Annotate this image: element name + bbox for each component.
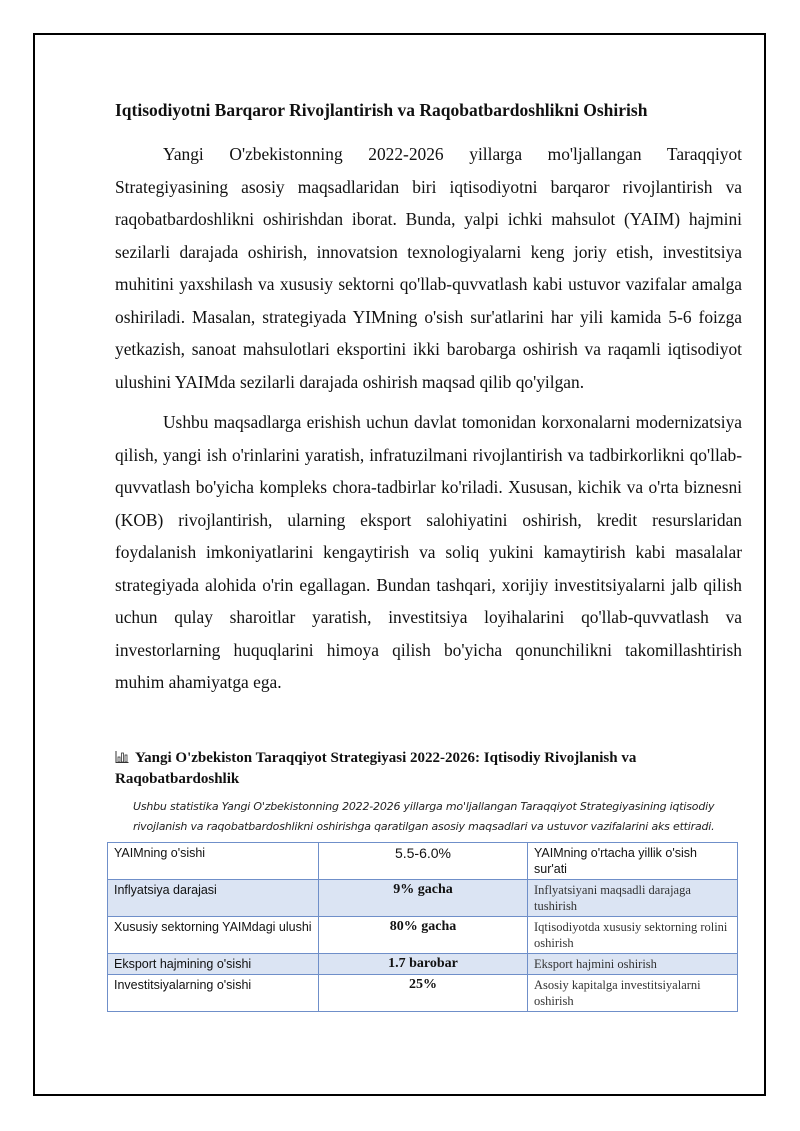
table-title — [115, 748, 735, 790]
note-cell: YAIMning o'rtacha yillik o'sish sur'ati — [528, 843, 738, 880]
paragraph-2: Ushbu maqsadlarga erishish uchun davlat tomonidan korxonalarni modernizatsiya qilish, yangi ish o'rinlarini yaratish, infratuzilmani rivojlantirish va tadbirkorlikni qo'llab-quvvatlash bo'yicha kompleks chora-tadbirlar ko'riladi. Xususan, kichik va o'rta biznesni (KOB) rivojlantirish, ularning eksport salohiyatini oshirish, kredit resurslaridan foydalanish imkoniyatlarini kengaytirish va soliq yukini kamaytirish kabi masalalar strategiyada alohida o'rin egallagan. Bundan tashqari, xorijiy investitsiyalarni jalb qilish uchun qulay sharoitlar yaratish, investitsiya loyihalarini qo'llab-quvvatlash va investorlarning huquqlarini himoya qilish bo'yicha qonunchilikni takomillashtirish muhim ahamiyatga ega. — [115, 412, 742, 692]
table-row — [108, 954, 738, 975]
section-heading: Iqtisodiyotni Barqaror Rivojlantirish va Raqobatbardoshlikni Oshirish — [115, 100, 648, 120]
table-row — [108, 975, 738, 1012]
paragraph-1: Yangi O'zbekistonning 2022-2026 yillarga mo'ljallangan Taraqqiyot Strategiyasining asosiy maqsadlaridan biri iqtisodiyotni barqaror rivojlantirish va raqobatbardoshlikni oshirishdan iborat. Bunda, yalpi ichki mahsulot (YAIM) hajmini sezilarli darajada oshirish, innovatsion texnologiyalarni keng joriy etish, investitsiya muhitini yaxshilash va xususiy sektorni qo'llab-quvvatlash kabi ustuvor vazifalar amalga oshiriladi. Masalan, strategiyada YIMning o'sish sur'atlarini har yili kamida 5-6 foizga yetkazish, sanoat mahsulotlari eksportini ikki barobarga oshirish va raqamli iqtisodiyot ulushini YAIMda sezilarli darajada oshirish maqsad qilib qo'yilgan. — [115, 144, 742, 392]
table-title-text: Yangi O'zbekiston Taraqqiyot Strategiyasi 2022-2026: Iqtisodiy Rivojlanish va Raqobatbardoshlik — [115, 750, 637, 787]
indicator-cell: Inflyatsiya darajasi — [108, 880, 319, 917]
value-cell: 5.5-6.0% — [319, 843, 528, 880]
table-caption: Ushbu statistika Yangi O'zbekistonning 2022-2026 yillarga mo'ljallangan Taraqqiyot Strategiyasining iqtisodiy rivojlanish va raqobatbardoshlikni oshirishga qaratilgan asosiy maqsadlari va ustuvor vazifalarini aks ettiradi. — [133, 800, 715, 833]
note-cell: Eksport hajmini oshirish — [528, 954, 738, 975]
document-body — [115, 98, 742, 707]
indicator-cell: Eksport hajmining o'sishi — [108, 954, 319, 975]
bar-chart-icon — [115, 749, 129, 761]
value-cell: 80% gacha — [319, 917, 528, 954]
note-cell: Iqtisodiyotda xususiy sektorning rolini oshirish — [528, 917, 738, 954]
table-row — [108, 843, 738, 880]
indicator-cell: Xususiy sektorning YAIMdagi ulushi — [108, 917, 319, 954]
value-cell: 9% gacha — [319, 880, 528, 917]
indicator-cell: Investitsiyalarning o'sishi — [108, 975, 319, 1012]
note-cell: Asosiy kapitalga investitsiyalarni oshirish — [528, 975, 738, 1012]
note-cell: Inflyatsiyani maqsadli darajaga tushirish — [528, 880, 738, 917]
statistics-table — [107, 842, 738, 1012]
indicator-cell: YAIMning o'sishi — [108, 843, 319, 880]
table-row — [108, 880, 738, 917]
value-cell: 25% — [319, 975, 528, 1012]
table-row — [108, 917, 738, 954]
value-cell: 1.7 barobar — [319, 954, 528, 975]
